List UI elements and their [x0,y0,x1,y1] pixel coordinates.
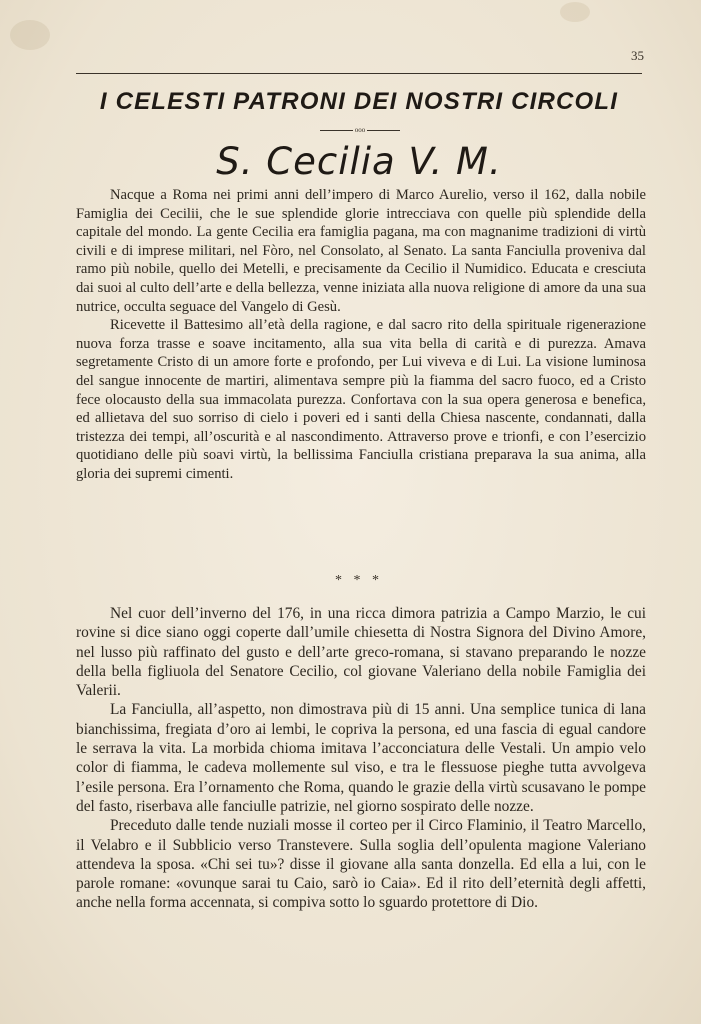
ornament-line-left [320,130,353,131]
paragraph: Preceduto dalle tende nuziali mosse il corteo per il Circo Flaminio, il Teatro Marcello, il Velabro e il Subblicio verso Transtevere. Sulla soglia dell’opulenta magione Valeriano attendeva la sposa. «Chi sei tu»? disse il giovane alla santa donzella. Ed ella a lui, con le parole romane: «ovunque sarai tu Caio, sarò io Caia». Ed il rito dell’eternità degli affetti, anche nella forma accennata, si compiva sotto lo sguardo protettore di Dio. [76,817,646,912]
paragraph: Ricevette il Battesimo all’età della ragione, e dal sacro rito della spirituale rigenerazione nuova forza trasse e soave incitamento, alla sua vita bella di carità e di purezza. Amava segretamente Cristo di un amore forte e profondo, per Lui viveva e di Lui. La visione luminosa del sangue innocente de martiri, alimentava sempre più la fiamma del sacro fuoco, ed a Cristo fece olocausto della sua immacolata purezza. Confortava con la sua opera generosa e benefica, ed allietava del suo sorriso di cielo i poveri ed i santi della Chiesa nascente, condannati, dalla tristezza dei tempi, all’oscurità e al nascondimento. Attraverso prove e trionfi, e con l’esercizio quotidiano delle più soavi virtù, la bellissima Fanciulla cristiana preparava la sua anima, alla gloria dei supremi cimenti. [76,317,646,482]
page-number: 35 [631,48,644,63]
paragraph: Nel cuor dell’inverno del 176, in una ricca dimora patrizia a Campo Marzio, le cui rovine si dice siano oggi coperte dall’umile chiesetta di Nostra Signora del Divino Amore, nel lusso più raffinato del gusto e dell’arte greco-romana, si stavano preparando le nozze della bella figliuola del Senatore Cecilio, col giovane Valeriano della nobile Famiglia dei Valerii. [76,605,646,700]
ornament-dots: ooo [354,126,366,134]
ornament-line-right [367,130,400,131]
paper-stain [560,2,590,22]
section-separator: * * * [335,573,383,588]
article-title: S. Cecilia V. M. [216,140,502,183]
paragraph: Nacque a Roma nei primi anni dell’impero di Marco Aurelio, verso il 162, dalla nobile Famiglia dei Cecilii, che le sue splendide glorie intrecciava con quelle più splendide della capitale del mondo. La gente Cecilia era famiglia pagana, ma con magnanime tradizioni di virtù civili e di imprese militari, nel Fòro, nel Consolato, al Senato. La santa Fanciulla proveniva dal ramo più nobile, quello dei Metelli, e precisamente da Cecilio il Numidico. Educata e cresciuta dai suoi al culto dell’arte e della bellezza, venne iniziata alla nuova religione di amore da una sua nutrice, occulta seguace del Vangelo di Gesù. [76,187,646,315]
paper-stain [10,20,50,50]
article-body-part-two [76,604,646,913]
section-heading: I CELESTI PATRONI DEI NOSTRI CIRCOLI [99,88,619,115]
paragraph: La Fanciulla, all’aspetto, non dimostrava più di 15 anni. Una semplice tunica di lana bianchissima, fregiata d’oro ai lembi, le copriva la persona, ed una fascia di egual candore le serrava la vita. La morbida chioma imitava l’acconciatura delle Vestali. Un ampio velo color di fiamma, le cadeva mollemente sul viso, e tra le flessuose pieghe tutta avvolgeva l’esile persona. Era l’ornamento che Roma, quando le grazie della virtù scusavano le pompe del fasto, riserbava alle fanciulle patrizie, nel giorno sospirato delle nozze. [76,701,646,815]
header-rule [76,73,642,74]
article-body-part-one [76,186,646,484]
title-ornament [320,126,400,134]
